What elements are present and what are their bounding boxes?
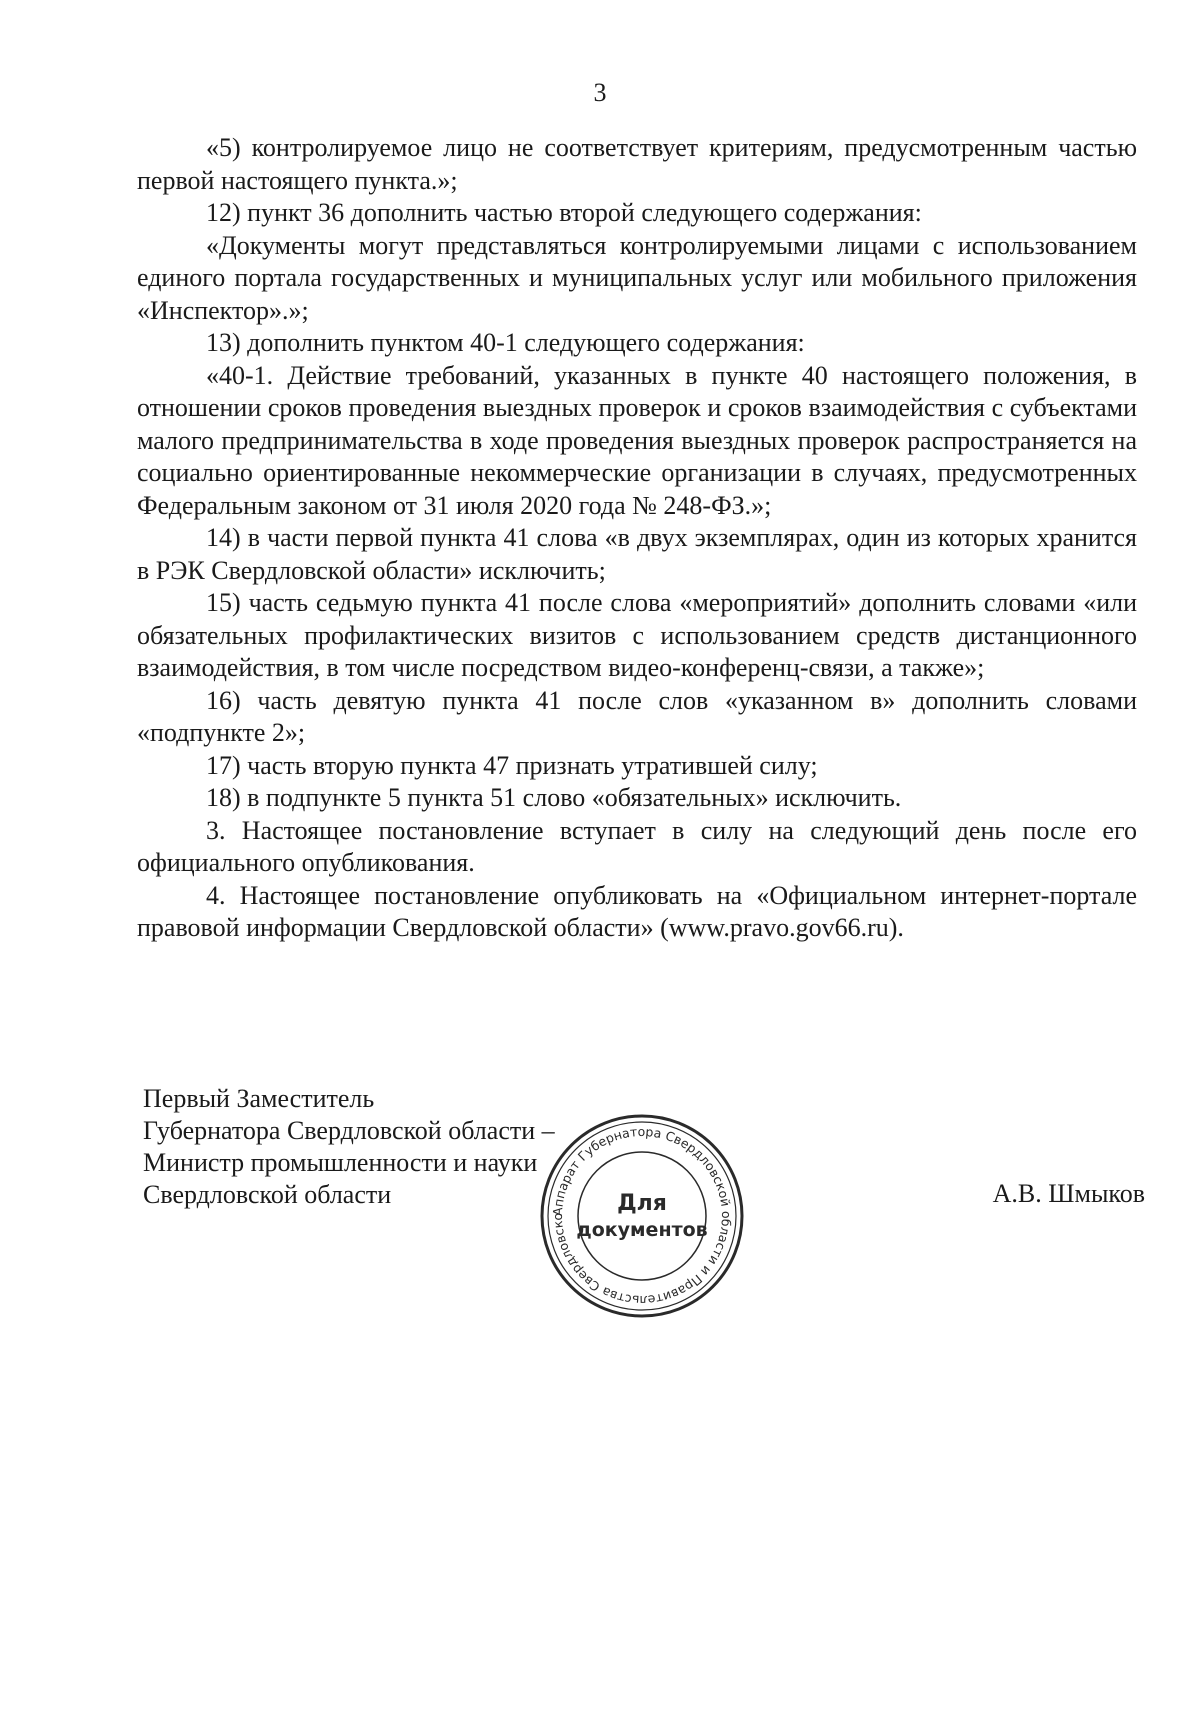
signature-line: Министр промышленности и науки: [143, 1148, 538, 1177]
document-body: [137, 132, 1137, 945]
page-number: 3: [593, 78, 607, 107]
stamp-center-line: документов: [576, 1219, 708, 1241]
paragraph: 16) часть девятую пункта 41 после слов «указанном в» дополнить словами «подпункте 2»;: [137, 685, 1137, 747]
paragraph: 12) пункт 36 дополнить частью второй следующего содержания:: [206, 198, 922, 227]
paragraph: 17) часть вторую пункта 47 признать утратившей силу;: [206, 750, 818, 780]
stamp-center-line: Для: [617, 1191, 667, 1216]
paragraph: 15) часть седьмую пункта 41 после слова «мероприятий» дополнить словами «или обязательных профилактических визитов с использованием средств дистанционного взаимодействия, в том числе посредством видео-конференц-связи, а также»;: [137, 588, 1137, 682]
stamp-ring-text: Аппарат Губернатора Свердловской области и Правительства Свердловско: [549, 1123, 735, 1309]
paragraph: 18) в подпункте 5 пункта 51 слово «обязательных» исключить.: [206, 783, 902, 812]
signature-line: Первый Заместитель: [143, 1084, 375, 1113]
signature-line: Губернатора Свердловской области –: [143, 1116, 555, 1145]
official-stamp: [536, 1110, 748, 1322]
paragraph: 4. Настоящее постановление опубликовать на «Официальном интернет-портале правовой информации Свердловской области» (www.pravo.gov66.ru).: [137, 880, 1137, 942]
paragraph: 14) в части первой пункта 41 слова «в двух экземплярах, один из которых хранится в РЭК Свердловской области» исключить;: [137, 523, 1137, 585]
paragraph: «40-1. Действие требований, указанных в пункте 40 настоящего положения, в отношении сроков проведения выездных проверок и сроков взаимодействия с субъектами малого предпринимательства в ходе проведения выездных проверок распространяется на социально ориентированные некоммерческие организации в случаях, предусмотренных Федеральным законом от 31 июля 2020 года № 248-ФЗ.»;: [137, 360, 1137, 520]
signature-block: [143, 1083, 555, 1211]
paragraph: «Документы могут представляться контролируемыми лицами с использованием единого портала государственных и муниципальных услуг или мобильного приложения «Инспектор».»;: [137, 230, 1137, 325]
paragraph: «5) контролируемое лицо не соответствует критериям, предусмотренным частью первой настоящего пункта.»;: [137, 133, 1137, 195]
paragraph: 3. Настоящее постановление вступает в силу на следующий день после его официального опубликования.: [137, 815, 1137, 877]
paragraph: 13) дополнить пунктом 40-1 следующего содержания:: [206, 328, 805, 357]
signature-line: Свердловской области: [143, 1180, 392, 1209]
signer-name: А.В. Шмыков: [992, 1179, 1145, 1208]
